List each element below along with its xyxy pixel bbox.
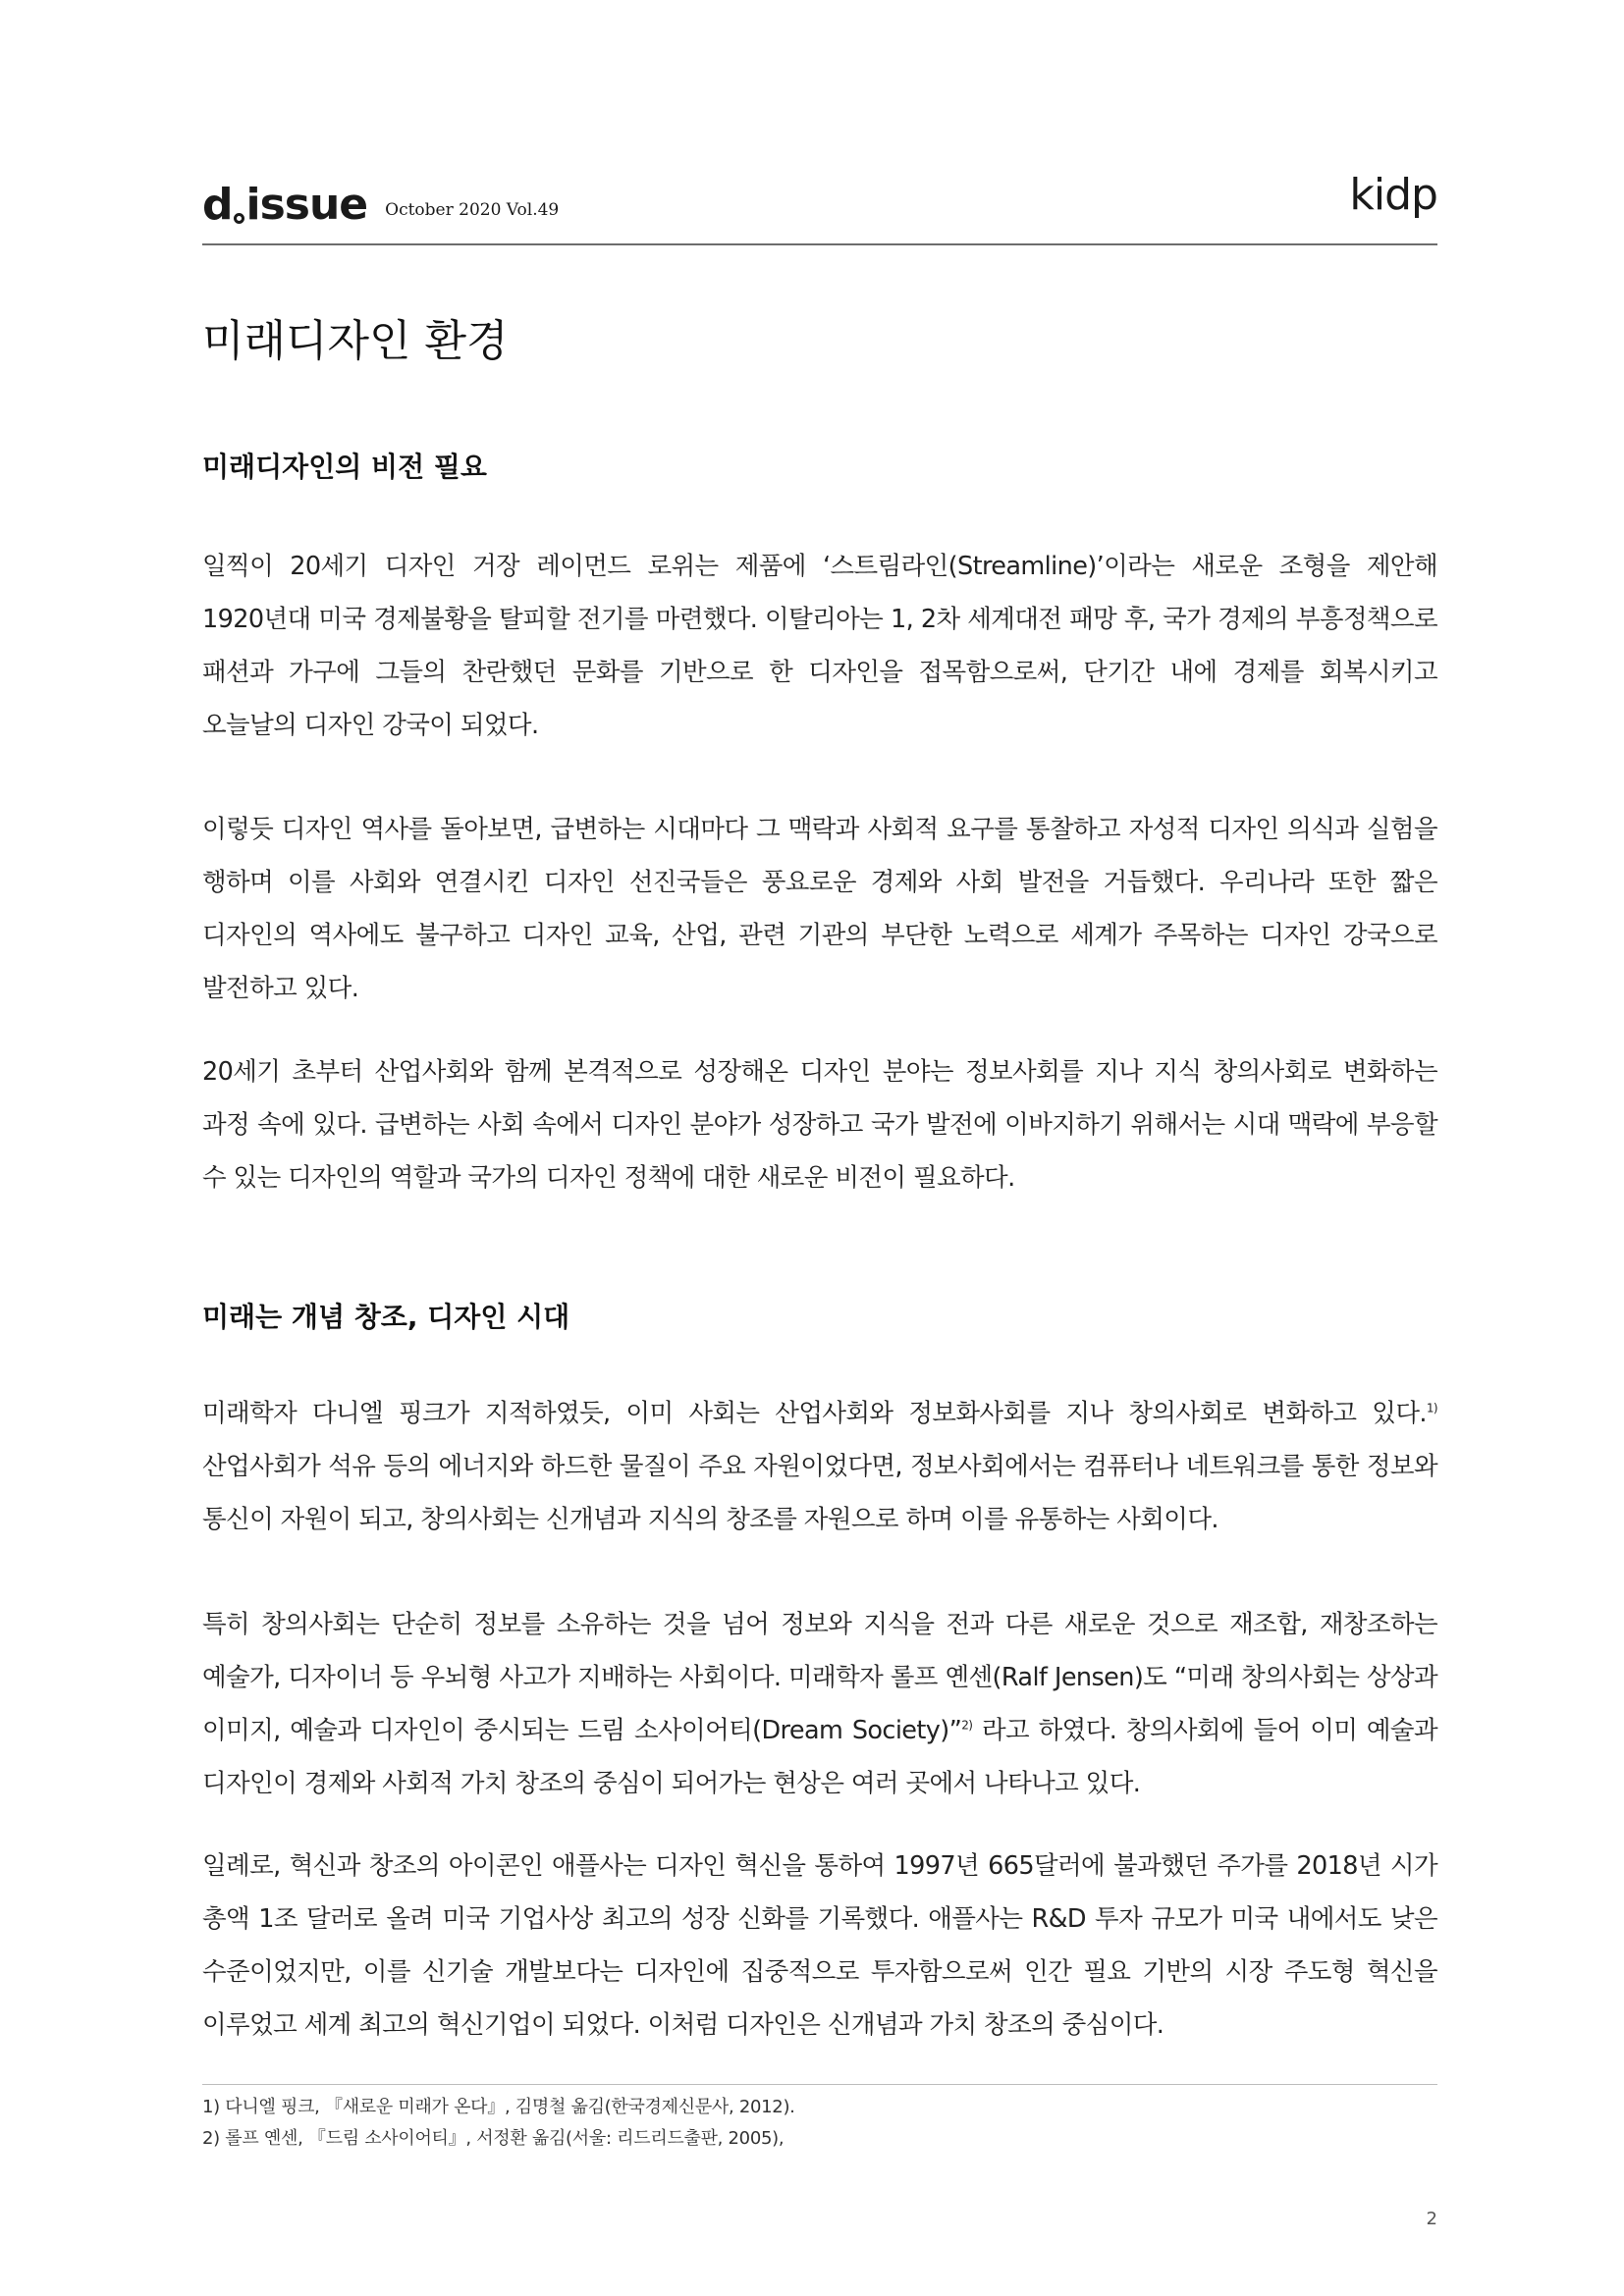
- paragraph-text: 미래학자 다니엘 핑크가 지적하였듯, 이미 사회는 산업사회와 정보화사회를 지나 창의사회로 변화하고 있다.: [202, 1399, 1427, 1428]
- section-heading-concept-era: 미래는 개념 창조, 디자인 시대: [202, 1301, 570, 1333]
- paragraph-dream-society: [202, 1598, 1437, 1810]
- publication-brand: [202, 169, 559, 228]
- page-header: [202, 167, 1437, 245]
- page-title: 미래디자인 환경: [202, 316, 509, 366]
- paragraph-creative-society: [202, 1387, 1437, 1546]
- section-heading-vision: 미래디자인의 비전 필요: [202, 451, 487, 483]
- paragraph-apple-example: 일례로, 혁신과 창조의 아이콘인 애플사는 디자인 혁신을 통하여 1997년 665달러에 불과했던 주가를 2018년 시가 총액 1조 달러로 올려 미국 기업사상 최고의 성장 신화를 기록했다. 애플사는 R&D 투자 규모가 미국 내에서도 낮은 수준이었지만, 이를 신기술 개발보다는 디자인에 집중적으로 투자함으로써 인간 필요 기반의 시장 주도형 혁신을 이루었고 세계 최고의 혁신기업이 되었다. 이처럼 디자인은 신개념과 가치 창조의 중심이다.: [202, 1851, 1437, 2040]
- paragraph-text: 특히 창의사회는 단순히 정보를 소유하는 것을 넘어 정보와 지식을 전과 다른 새로운 것으로 재조합, 재창조하는 예술가, 디자이너 등 우뇌형 사고가 지배하는 사회이다. 미래학자 롤프 옌센(Ralf Jensen)도 “미래 창의사회는 상상과 이미지, 예술과 디자인이 중시되는 드림 소사이어티(Dream Society)”: [202, 1610, 1437, 1745]
- footnote-reference-2: 2): [961, 1718, 973, 1733]
- logo-d: d: [202, 180, 233, 230]
- page-number: 2: [1426, 2209, 1437, 2229]
- paragraph-streamline: 일찍이 20세기 디자인 거장 레이먼드 로위는 제품에 ‘스트림라인(Streamline)’이라는 새로운 조형을 제안해 1920년대 미국 경제불황을 탈피할 전기를 마련했다. 이탈리아는 1, 2차 세계대전 패망 후, 국가 경제의 부흥정책으로 패션과 가구에 그들의 찬란했던 문화를 기반으로 한 디자인을 접목함으로써, 단기간 내에 경제를 회복시키고 오늘날의 디자인 강국이 되었다.: [202, 552, 1437, 740]
- logo-dot-icon: [234, 213, 244, 224]
- paragraph-text: 라고 하였다. 창의사회에 들어 이미 예술과 디자인이 경제와 사회적 가치 창조의 중심이 되어가는 현상은 여러 곳에서 나타나고 있다.: [202, 1716, 1437, 1798]
- paragraph-new-vision: 20세기 초부터 산업사회와 함께 본격적으로 성장해온 디자인 분야는 정보사회를 지나 지식 창의사회로 변화하는 과정 속에 있다. 급변하는 사회 속에서 디자인 분야가 성장하고 국가 발전에 이바지하기 위해서는 시대 맥락에 부응할 수 있는 디자인의 역할과 국가의 디자인 정책에 대한 새로운 비전이 필요하다.: [202, 1057, 1437, 1193]
- kidp-logo: kidp: [1349, 170, 1437, 220]
- footnote-1: 1) 다니엘 핑크, 『새로운 미래가 온다』, 김명철 옮김(한국경제신문사, 2012).: [202, 2097, 795, 2117]
- issue-date-volume: October 2020 Vol.49: [385, 200, 560, 220]
- paragraph-design-history: 이렇듯 디자인 역사를 돌아보면, 급변하는 시대마다 그 맥락과 사회적 요구를 통찰하고 자성적 디자인 의식과 실험을 행하며 이를 사회와 연결시킨 디자인 선진국들은 풍요로운 경제와 사회 발전을 거듭했다. 우리나라 또한 짧은 디자인의 역사에도 불구하고 디자인 교육, 산업, 관련 기관의 부단한 노력으로 세계가 주목하는 디자인 강국으로 발전하고 있다.: [202, 815, 1437, 1003]
- footnote-reference-1: 1): [1426, 1401, 1437, 1415]
- paragraph-text: 산업사회가 석유 등의 에너지와 하드한 물질이 주요 자원이었다면, 정보사회에서는 컴퓨터나 네트워크를 통한 정보와 통신이 자원이 되고, 창의사회는 신개념과 지식의 창조를 자원으로 하며 이를 유통하는 사회이다.: [202, 1452, 1437, 1534]
- footnote-divider: [202, 2084, 1437, 2085]
- logo-issue: issue: [245, 180, 368, 230]
- footnote-2: 2) 롤프 옌센, 『드림 소사이어티』, 서정환 옮김(서울: 리드리드출판, 2005),: [202, 2128, 785, 2149]
